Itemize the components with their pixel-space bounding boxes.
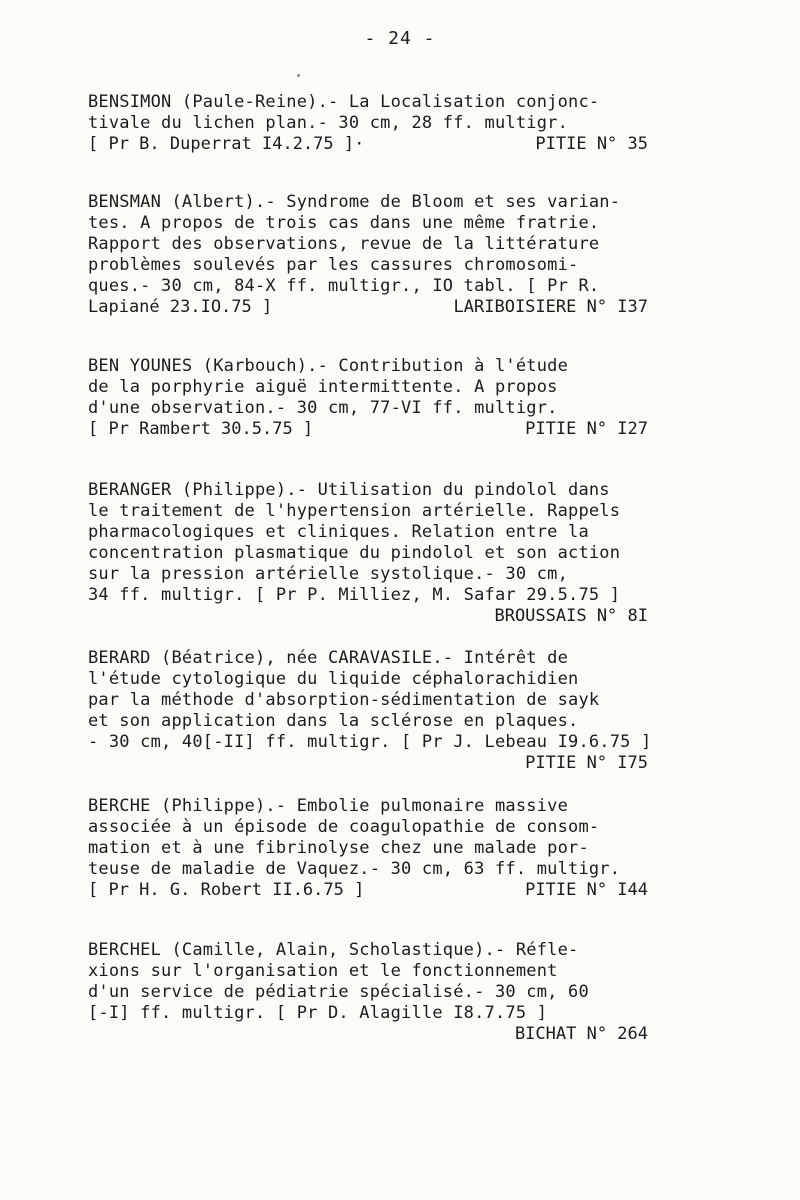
entry-location: BICHAT N° 264 bbox=[514, 1024, 648, 1044]
entry-location: LARIBOISIERE N° I37 bbox=[453, 297, 648, 317]
bibliography-entry bbox=[88, 92, 648, 155]
entry-line: par la méthode d'absorption-sédimentation de sayk bbox=[88, 690, 600, 710]
entry-last-line bbox=[88, 419, 648, 440]
entry-line: de la porphyrie aiguë intermittente. A propos bbox=[88, 377, 558, 397]
entry-line: sur la pression artérielle systolique.- 30 cm, bbox=[88, 564, 569, 584]
entry-reference: Lapiané 23.IO.75 ] bbox=[88, 297, 273, 317]
entry-location: BROUSSAIS N° 8I bbox=[494, 606, 648, 626]
entry-line: - 30 cm, 40[-II] ff. multigr. [ Pr J. Lebeau I9.6.75 ] bbox=[88, 732, 652, 752]
entry-line: teuse de maladie de Vaquez.- 30 cm, 63 ff. multigr. bbox=[88, 859, 621, 879]
entry-line: associée à un épisode de coagulopathie de consom- bbox=[88, 817, 600, 837]
entry-reference: [ Pr Rambert 30.5.75 ] bbox=[88, 419, 314, 439]
paper-speck bbox=[297, 74, 300, 77]
entry-reference: [ Pr B. Duperrat I4.2.75 ]· bbox=[88, 134, 365, 154]
entry-line: l'étude cytologique du liquide céphalorachidien bbox=[88, 669, 579, 689]
entry-location: PITIE N° I75 bbox=[525, 753, 648, 773]
entry-line: xions sur l'organisation et le fonctionnement bbox=[88, 961, 558, 981]
entry-line: le traitement de l'hypertension artérielle. Rappels bbox=[88, 501, 621, 521]
entry-line: [-I] ff. multigr. [ Pr D. Alagille I8.7.75 ] bbox=[88, 1003, 548, 1023]
entry-line: Rapport des observations, revue de la littérature bbox=[88, 234, 600, 254]
entry-last-line bbox=[88, 134, 648, 155]
entry-line: BERCHE (Philippe).- Embolie pulmonaire massive bbox=[88, 796, 569, 816]
bibliography-entry bbox=[88, 940, 648, 1045]
entry-reference: [ Pr H. G. Robert II.6.75 ] bbox=[88, 880, 365, 900]
bibliography-entry bbox=[88, 648, 652, 774]
entry-line: et son application dans la sclérose en plaques. bbox=[88, 711, 579, 731]
entry-location: PITIE N° I27 bbox=[525, 419, 648, 439]
entry-line: problèmes soulevés par les cassures chromosomi- bbox=[88, 255, 579, 275]
entry-line: BEN YOUNES (Karbouch).- Contribution à l'étude bbox=[88, 356, 569, 376]
entry-line: BENSMAN (Albert).- Syndrome de Bloom et ses varian- bbox=[88, 192, 621, 212]
entry-line: d'un service de pédiatrie spécialisé.- 30 cm, 60 bbox=[88, 982, 589, 1002]
entry-line: d'une observation.- 30 cm, 77-VI ff. multigr. bbox=[88, 398, 558, 418]
bibliography-entry bbox=[88, 796, 648, 901]
entry-line: ques.- 30 cm, 84-X ff. multigr., IO tabl. [ Pr R. bbox=[88, 276, 600, 296]
entry-line: BERARD (Béatrice), née CARAVASILE.- Intérêt de bbox=[88, 648, 569, 668]
entry-line: BERANGER (Philippe).- Utilisation du pindolol dans bbox=[88, 480, 610, 500]
entry-line: BERCHEL (Camille, Alain, Scholastique).- Réfle- bbox=[88, 940, 579, 960]
entry-line: mation et à une fibrinolyse chez une malade por- bbox=[88, 838, 589, 858]
bibliography-entry bbox=[88, 480, 648, 627]
entry-line: tivale du lichen plan.- 30 cm, 28 ff. multigr. bbox=[88, 113, 569, 133]
entry-last-line bbox=[88, 880, 648, 901]
entry-line: pharmacologiques et cliniques. Relation entre la bbox=[88, 522, 589, 542]
entry-line: concentration plasmatique du pindolol et son action bbox=[88, 543, 621, 563]
entry-location: PITIE N° 35 bbox=[535, 134, 648, 154]
bibliography-entry bbox=[88, 192, 648, 318]
entry-line: 34 ff. multigr. [ Pr P. Milliez, M. Safar 29.5.75 ] bbox=[88, 585, 621, 605]
entry-last-line bbox=[88, 297, 648, 318]
entry-location: PITIE N° I44 bbox=[525, 880, 648, 900]
bibliography-entry bbox=[88, 356, 648, 440]
entry-line: tes. A propos de trois cas dans une même fratrie. bbox=[88, 213, 600, 233]
entry-line: BENSIMON (Paule-Reine).- La Localisation conjonc- bbox=[88, 92, 600, 112]
page-number: - 24 - bbox=[364, 28, 436, 49]
